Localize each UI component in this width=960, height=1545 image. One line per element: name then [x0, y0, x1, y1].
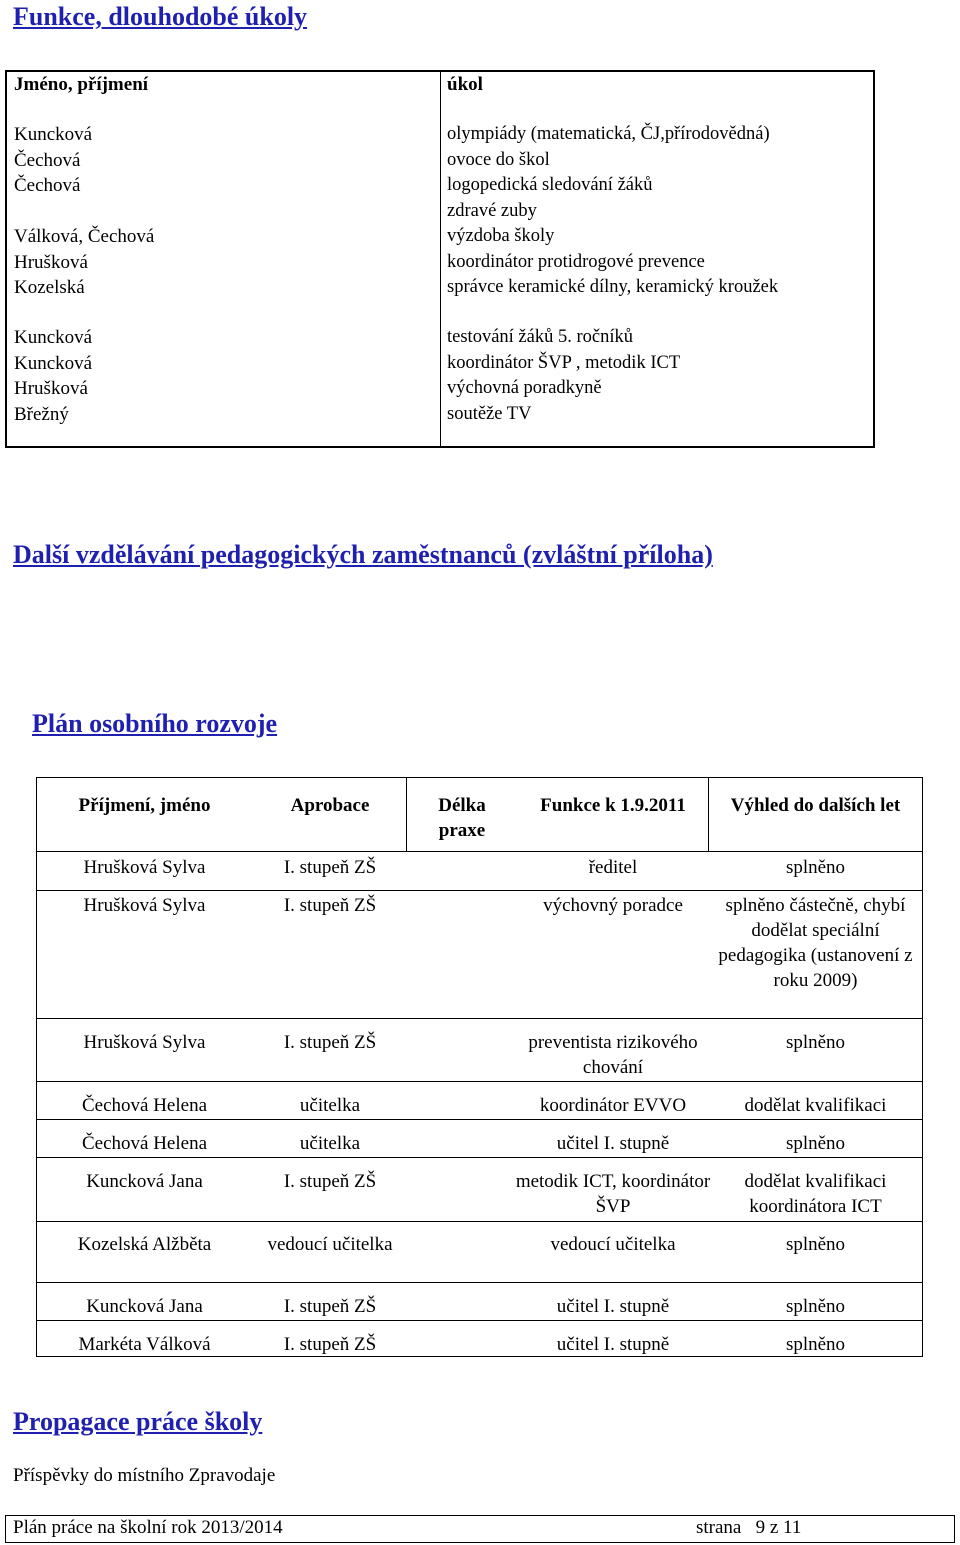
header-surname-name: Příjmení, jméno	[78, 795, 211, 816]
cell-outlook: splněno	[785, 1133, 846, 1154]
tasks-group-1	[447, 122, 778, 301]
task-cell: testování žáků 5. ročníků	[447, 327, 633, 347]
name-cell	[14, 199, 154, 225]
row-divider	[36, 851, 923, 852]
cell-name: Kuncková Jana	[86, 1296, 203, 1317]
column-divider	[406, 777, 407, 851]
cell-name: Hrušková Sylva	[83, 1032, 206, 1053]
task-cell: soutěže TV	[447, 403, 532, 424]
contributions-text: Příspěvky do místního Zpravodaje	[13, 1465, 276, 1486]
header-approbation: Aprobace	[290, 795, 370, 816]
cell-outlook: dodělat kvalifikaci koordinátora ICT	[744, 1171, 887, 1217]
names-group-2	[14, 325, 92, 427]
cell-function: učitel I. stupně	[556, 1334, 670, 1355]
task-cell: zdravé zuby	[447, 200, 537, 221]
footer-page-number: strana 9 z 11	[696, 1517, 802, 1538]
tasks-group-2	[447, 325, 680, 427]
section-heading-functions: Funkce, dlouhodobé úkoly	[13, 2, 308, 31]
cell-function: metodik ICT, koordinátor ŠVP	[515, 1171, 711, 1217]
task-cell: ovoce do škol	[447, 149, 550, 170]
footer-document-title: Plán práce na školní rok 2013/2014	[13, 1517, 283, 1538]
page-footer	[5, 1515, 955, 1543]
task-cell: koordinátor ŠVP , metodik ICT	[447, 352, 681, 373]
cell-function: učitel I. stupně	[556, 1296, 670, 1317]
row-divider	[36, 1018, 923, 1019]
task-cell: logopedická sledování žáků	[447, 175, 653, 195]
table-border	[922, 777, 923, 1357]
cell-approbation: I. stupeň ZŠ	[283, 1171, 377, 1192]
cell-name: Čechová Helena	[81, 1095, 208, 1116]
table-border	[36, 777, 37, 1357]
name-cell: Čechová	[14, 149, 81, 171]
cell-outlook: dodělat kvalifikaci	[744, 1095, 887, 1116]
cell-name: Markéta Válková	[78, 1334, 211, 1355]
cell-function: preventista rizikového chování	[528, 1032, 698, 1078]
task-cell: koordinátor protidrogové prevence	[447, 251, 705, 272]
row-divider	[36, 1320, 923, 1321]
task-cell: výchovná poradkyně	[447, 378, 602, 398]
header-practice-length: Délka praxe	[438, 795, 486, 841]
cell-outlook: splněno	[785, 1296, 846, 1317]
header-name: Jméno, příjmení	[14, 74, 149, 95]
name-cell: Kozelská	[14, 277, 85, 298]
personal-development-table	[36, 777, 923, 1357]
cell-function: výchovný poradce	[543, 895, 683, 916]
header-function: Funkce k 1.9.2011	[540, 795, 686, 816]
cell-name: Kuncková Jana	[86, 1171, 203, 1192]
row-divider	[36, 1081, 923, 1082]
cell-approbation: I. stupeň ZŠ	[283, 857, 377, 878]
cell-name: Kozelská Alžběta	[77, 1234, 212, 1255]
row-divider	[36, 1157, 923, 1158]
cell-function: koordinátor EVVO	[539, 1095, 687, 1116]
cell-function: učitel I. stupně	[556, 1133, 670, 1154]
name-cell: Čechová	[14, 175, 81, 196]
name-cell: Hrušková	[14, 251, 88, 273]
cell-outlook: splněno	[785, 857, 846, 878]
cell-outlook: splněno	[785, 1032, 846, 1053]
name-cell: Kuncková	[14, 124, 93, 145]
row-divider	[36, 1119, 923, 1120]
name-cell: Válková, Čechová	[14, 226, 155, 247]
cell-name: Hrušková Sylva	[83, 857, 206, 878]
task-cell: olympiády (matematická, ČJ,přírodovědná)	[447, 124, 770, 144]
cell-outlook: splněno částečně, chybí dodělat speciální pedagogika (ustanovení z roku 2009)	[718, 895, 913, 991]
cell-outlook: splněno	[785, 1234, 846, 1255]
names-group-1	[14, 122, 154, 301]
cell-function: vedoucí učitelka	[550, 1234, 676, 1255]
task-cell: správce keramické dílny, keramický kroužek	[447, 277, 779, 297]
name-cell: Kuncková	[14, 327, 93, 348]
header-task: úkol	[447, 74, 483, 95]
cell-approbation: učitelka	[299, 1133, 361, 1154]
functions-table	[5, 70, 875, 448]
section-heading-promotion: Propagace práce školy	[13, 1407, 263, 1436]
section-heading-education: Další vzdělávání pedagogických zaměstnanců (zvláštní příloha)	[13, 540, 713, 569]
task-cell: výzdoba školy	[447, 226, 555, 246]
cell-approbation: učitelka	[299, 1095, 361, 1116]
cell-outlook: splněno	[785, 1334, 846, 1355]
table-border	[36, 777, 923, 778]
section-heading-personal-development: Plán osobního rozvoje	[32, 709, 278, 738]
cell-approbation: I. stupeň ZŠ	[283, 1334, 377, 1355]
cell-approbation: I. stupeň ZŠ	[283, 1032, 377, 1053]
cell-name: Čechová Helena	[81, 1133, 208, 1154]
name-cell: Břežný	[14, 403, 69, 425]
cell-approbation: vedoucí učitelka	[267, 1234, 393, 1255]
name-cell: Kuncková	[14, 352, 93, 374]
cell-approbation: I. stupeň ZŠ	[283, 1296, 377, 1317]
row-divider	[36, 890, 923, 891]
cell-name: Hrušková Sylva	[83, 895, 206, 916]
cell-function: ředitel	[588, 857, 638, 878]
column-divider	[440, 72, 441, 446]
header-outlook: Výhled do dalších let	[730, 795, 901, 816]
name-cell: Hrušková	[14, 378, 88, 399]
row-divider	[36, 1282, 923, 1283]
row-divider	[36, 1221, 923, 1222]
cell-approbation: I. stupeň ZŠ	[283, 895, 377, 916]
